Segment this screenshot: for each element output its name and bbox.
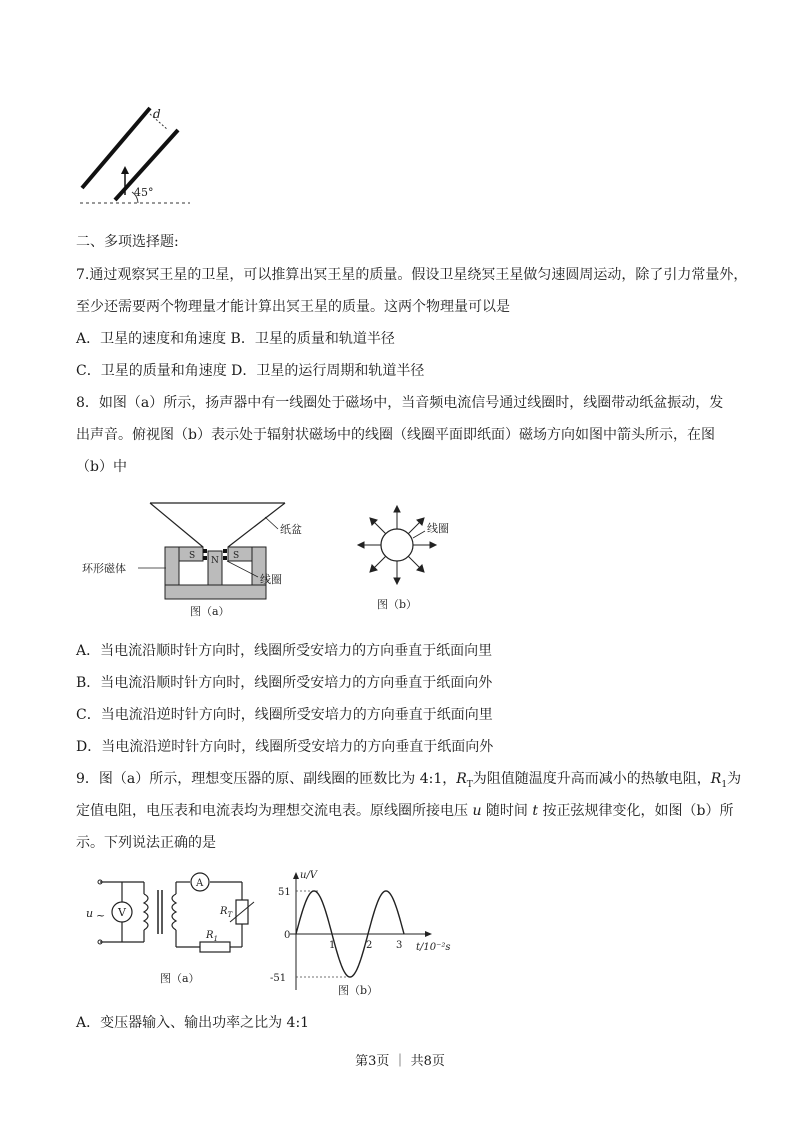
q8-stem-line1: 8．如图（a）所示，扬声器中有一线圈处于磁场中，当音频电流信号通过线圈时，线圈带动纸盆振动，发 bbox=[76, 395, 724, 411]
voltmeter bbox=[112, 902, 132, 922]
cone-label: 纸盆 bbox=[280, 523, 302, 536]
u-label: u bbox=[86, 907, 94, 920]
rt-symbol: R bbox=[456, 771, 467, 787]
q8-figure-a-loudspeaker bbox=[80, 495, 320, 620]
q7-stem-line1: 7.通过观察冥王星的卫星，可以推算出冥王星的质量。假设卫星绕冥王星做匀速圆周运动，除了引力常量外， bbox=[76, 267, 748, 283]
y-axis-label: u/V bbox=[300, 870, 318, 881]
ammeter bbox=[191, 873, 209, 891]
q8-option-a: A．当电流沿顺时针方向时，线圈所受安培力的方向垂直于纸面向里 bbox=[76, 643, 493, 659]
q8-figure-b-radial-field bbox=[355, 500, 485, 615]
resistor-r1 bbox=[200, 930, 230, 952]
origin-label: 0 bbox=[284, 930, 291, 941]
pole-n: N bbox=[211, 556, 219, 566]
x-axis-label: t/10⁻²s bbox=[416, 942, 451, 953]
q8-fig-b-caption: 图（b） bbox=[377, 598, 418, 611]
q9-stem-line3: 示。下列说法正确的是 bbox=[76, 835, 216, 851]
d-label: d bbox=[153, 107, 161, 121]
xtick-1: 1 bbox=[329, 940, 336, 951]
q9-option-a: A．变压器输入、输出功率之比为 4:1 bbox=[76, 1015, 310, 1031]
q7-stem-line2: 至少还需要两个物理量才能计算出冥王星的质量。这两个物理量可以是 bbox=[76, 299, 510, 315]
plate-left bbox=[82, 108, 150, 188]
magnet-label: 环形磁体 bbox=[82, 562, 126, 575]
xtick-2: 2 bbox=[366, 940, 373, 951]
svg-text:V: V bbox=[118, 906, 126, 919]
q8-option-c: C．当电流沿逆时针方向时，线圈所受安培力的方向垂直于纸面向里 bbox=[76, 707, 493, 723]
q9-stem-line1: 9．图（a）所示，理想变压器的原、副线圈的匝数比为 4:1，$R_T$为阻值随温度升高而减小的热敏电阻，$R_1$为 bbox=[76, 771, 742, 790]
ytick-51: 51 bbox=[278, 887, 291, 898]
transformer-core bbox=[158, 890, 162, 934]
r1-symbol: R bbox=[710, 771, 722, 787]
svg-text:R1: $R_1$ bbox=[206, 930, 218, 943]
angle-label: 45° bbox=[134, 186, 154, 199]
pole-s-right: S bbox=[233, 551, 240, 561]
q8-fig-a-caption: 图（a） bbox=[190, 605, 230, 618]
q8-option-d: D．当电流沿逆时针方向时，线圈所受安培力的方向垂直于纸面向外 bbox=[76, 739, 494, 755]
svg-text:A: A bbox=[196, 878, 204, 889]
pole-s-left: S bbox=[189, 551, 196, 561]
q9-stem-line2: 定值电阻，电压表和电流表均为理想交流电表。原线圈所接电压 u 随时间 t 按正弦规律变化，如图（b）所 bbox=[76, 803, 734, 819]
q9-figure-a-circuit bbox=[82, 872, 262, 1002]
ytick-neg51: -51 bbox=[270, 973, 287, 984]
coil-label-b: 线圈 bbox=[427, 522, 449, 535]
q8-option-b: B．当电流沿顺时针方向时，线圈所受安培力的方向垂直于纸面向外 bbox=[76, 675, 493, 691]
section-heading: 二、多项选择题: bbox=[76, 234, 179, 250]
thermistor-rt bbox=[219, 900, 254, 924]
svg-text:RT: $R_T$ bbox=[220, 906, 233, 919]
q8-stem-line3: （b）中 bbox=[76, 459, 127, 475]
field-arrows bbox=[358, 506, 436, 584]
coil-label-a: 线圈 bbox=[260, 573, 282, 586]
q7-options-line1: A．卫星的速度和角速度 B．卫星的质量和轨道半径 bbox=[76, 331, 395, 347]
ac-tilde: ~ bbox=[96, 909, 106, 922]
q8-stem-line2: 出声音。俯视图（b）表示处于辐射状磁场中的线圈（线圈平面即纸面）磁场方向如图中箭头所示，在图 bbox=[76, 427, 715, 443]
page-footer: 第3页 ｜ 共8页 bbox=[355, 1054, 445, 1069]
q9-figure-b-sine-plot bbox=[268, 862, 488, 997]
paper-cone bbox=[150, 503, 285, 547]
q7-options-line2: C．卫星的质量和角速度 D．卫星的运行周期和轨道半径 bbox=[76, 363, 425, 379]
q9-fig-b-caption: 图（b） bbox=[338, 984, 379, 997]
q9-fig-a-caption: 图（a） bbox=[160, 972, 200, 985]
xtick-3: 3 bbox=[396, 940, 403, 951]
inclined-plates-figure bbox=[70, 100, 220, 210]
